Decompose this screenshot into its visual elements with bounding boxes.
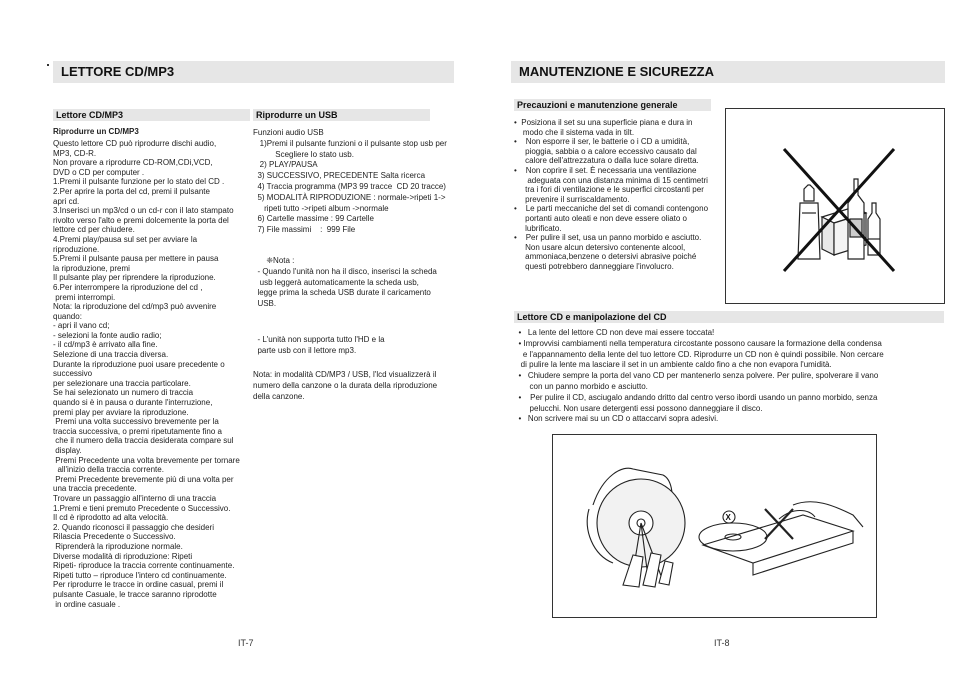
text-line: Nota: la riproduzione del cd/mp3 può avvenire: [53, 302, 217, 312]
text-line: pioggia, sabbia o a calore eccessivo causato dal: [514, 146, 697, 156]
text-line: apri cd.: [53, 196, 80, 206]
text-line: • Non esporre il ser, le batterie o i CD a umidità,: [514, 137, 690, 147]
text-line: premi play per avviare la riproduzione.: [53, 407, 189, 417]
warning-illustration: [725, 108, 945, 304]
text-line: Se hai selezionato un numero di traccia: [53, 388, 194, 398]
text-line: Durante la riproduzione puoi usare precedente o: [53, 359, 225, 369]
text-line: quando:: [53, 311, 82, 321]
usb-note-3: [253, 370, 473, 402]
text-line: Scegliere lo stato usb.: [253, 149, 354, 159]
text-line: 3) SUCCESSIVO, PRECEDENTE Salta ricerca: [253, 171, 426, 181]
left-page-header: LETTORE CD/MP3: [53, 61, 454, 83]
cd-handling-illustration: [552, 434, 877, 618]
text-line: Ripeti tutto – riproduce l'intero cd continuamente.: [53, 570, 227, 580]
text-line: tra i fori di ventilazione e le superfici circostanti per: [514, 185, 704, 195]
text-line: 1)Premi il pulsante funzioni o il pulsante stop usb per: [253, 138, 447, 148]
text-line: 6) Cartelle massime : 99 Cartelle: [253, 214, 374, 224]
x-marker: X: [725, 513, 731, 522]
text-line: prevenire il surriscaldamento.: [514, 194, 630, 204]
text-line: adeguata con una distanza minima di 15 centimetri: [514, 175, 708, 185]
text-line: Premi Precedente brevemente più di una volta per: [53, 474, 234, 484]
text-line: DVD o CD per computer .: [53, 167, 145, 177]
text-line: 2.Per aprire la porta del cd, premi il pulsante: [53, 186, 210, 196]
text-line: lettore cd per chiudere.: [53, 225, 135, 235]
text-line: Per riprodurre le tracce in ordine casual, premi il: [53, 580, 224, 590]
text-line: Non provare a riprodurre CD-ROM,CDi,VCD,: [53, 158, 213, 168]
text-line: di pulire la lente ma lasciare il set in un ambiente caldo fino a che non evapora l'umidità.: [514, 360, 832, 370]
text-line: ammoniaca,benzene o detersivi abrasive poiché: [514, 252, 697, 262]
text-line: questi potrebbero danneggiare l'involucro.: [514, 261, 674, 271]
text-line: 7) File massimi : 999 File: [253, 225, 356, 235]
text-line: numero della canzone o la durata della riproduzione: [253, 380, 438, 390]
text-line: 2. Quando riconosci il passaggio che desideri: [53, 522, 214, 532]
text-line: Rilascia Precedente o Successivo.: [53, 532, 176, 542]
text-line: • Posiziona il set su una superficie piana e dura in: [514, 118, 693, 127]
text-line: 5.Premi il pulsante pausa per mettere in pausa: [53, 254, 219, 264]
text-line: usb leggerà automaticamente la scheda usb,: [253, 277, 419, 287]
text-line: Nota: in modalità CD/MP3 / USB, l'lcd visualizzerà il: [253, 370, 437, 379]
cd-instructions: [53, 139, 258, 609]
text-line: legge prima la scheda USB durate il caricamento: [253, 288, 431, 298]
text-line: 2) PLAY/PAUSA: [253, 160, 318, 170]
precautions-title: Precauzioni e manutenzione generale: [514, 99, 711, 111]
text-line: 5) MODALITÀ RIPRODUZIONE : normale->ripeti 1->: [253, 192, 446, 202]
text-line: ❈Nota :: [253, 256, 295, 265]
no-liquids-icon: [726, 109, 944, 303]
text-line: - apri il vano cd;: [53, 321, 110, 331]
text-line: calore dell'attrezzatura o dalla luce solare diretta.: [514, 156, 699, 166]
text-line: ripeti tutto ->ripeti album ->normale: [253, 203, 389, 213]
text-line: 4) Traccia programma (MP3 99 tracce CD 20 tracce): [253, 181, 446, 191]
text-line: Questo lettore CD può riprodurre dischi audio,: [53, 139, 217, 148]
usb-note-1: [253, 256, 473, 310]
text-line: display.: [53, 446, 82, 455]
text-line: • Per pulire il CD, asciugalo andando dritto dal centro verso ibordi usando un panno morbido, senza: [514, 392, 878, 402]
text-line: MP3, CD-R.: [53, 148, 97, 158]
text-line: • Non coprire il set. È necessaria una ventilazione: [514, 165, 697, 175]
text-line: Funzioni audio USB: [253, 128, 324, 137]
cd-handling-title: Lettore CD e manipolazione del CD: [514, 311, 944, 323]
usb-section-title: Riprodurre un USB: [253, 109, 430, 121]
text-line: Trovare un passaggio all'interno di una traccia: [53, 493, 217, 503]
text-line: modo che il sistema vada in tilt.: [514, 127, 635, 137]
usb-steps: [253, 128, 473, 236]
text-line: e l'appannamento della lente del tuo lettore CD. Riprodurre un CD non è quindi possibile. Non cercare: [514, 349, 884, 359]
text-line: - il cd/mp3 è arrivato alla fine.: [53, 340, 158, 350]
text-line: - selezioni la fonte audio radio;: [53, 330, 162, 340]
text-line: rivolto verso l'alto e premi dolcemente la porta del: [53, 215, 229, 225]
text-line: Diverse modalità di riproduzione: Ripeti: [53, 551, 193, 561]
text-line: quando si è in pausa o durante l'interruzione,: [53, 398, 213, 408]
text-line: parte usb con il lettore mp3.: [253, 345, 357, 355]
cd-section-subtitle: Riprodurre un CD/MP3: [53, 127, 139, 136]
precautions-list: [514, 118, 726, 272]
text-line: traccia successiva, o premi ripetutamente fino a: [53, 426, 222, 436]
right-page-number: IT-8: [714, 638, 730, 648]
text-line: una traccia precedente.: [53, 484, 137, 494]
text-line: USB.: [253, 299, 277, 309]
left-dot: [47, 64, 49, 66]
text-line: Selezione di una traccia diversa.: [53, 350, 169, 360]
text-line: 1.Premi e tieni premuto Precedente o Successivo.: [53, 503, 231, 513]
right-page-header: MANUTENZIONE E SICUREZZA: [511, 61, 945, 83]
text-line: all'inizio della traccia corrente.: [53, 465, 164, 475]
text-line: della canzone.: [253, 391, 305, 401]
text-line: riproduzione.: [53, 244, 100, 254]
text-line: lubrificato.: [514, 223, 562, 233]
cd-cleaning-icon: [553, 435, 876, 617]
text-line: - Quando l'unità non ha il disco, inserisci la scheda: [253, 266, 437, 276]
text-line: 3.Inserisci un mp3/cd o un cd-r con il lato stampato: [53, 206, 234, 216]
text-line: che il numero della traccia desiderata compare sul: [53, 436, 234, 446]
text-line: • Le parti meccaniche del set di comandi contengono: [514, 204, 709, 214]
text-line: premi interrompi.: [53, 292, 116, 302]
text-line: 6.Per interrompere la riproduzione del cd ,: [53, 282, 203, 292]
text-line: in ordine casuale .: [53, 599, 121, 609]
text-line: Non usare alcun detersivo contenente alcool,: [514, 242, 686, 252]
text-line: 1.Premi il pulsante funzione per lo stato del CD .: [53, 177, 225, 187]
text-line: • Chiudere sempre la porta del vano CD per mantenerlo senza polvere. Per pulire, spolverare il vano: [514, 371, 879, 381]
text-line: Premi una volta successivo brevemente per la: [53, 417, 219, 427]
text-line: pulsante Casuale, le tracce saranno riprodotte: [53, 589, 217, 599]
text-line: 4.Premi play/pausa sul set per avviare la: [53, 234, 198, 244]
text-line: Riprenderà la riproduzione normale.: [53, 541, 183, 551]
text-line: Premi Precedente una volta brevemente per tornare: [53, 455, 240, 465]
text-line: Il cd è riprodotto ad alta velocità.: [53, 513, 169, 523]
text-line: • Non scrivere mai su un CD o attaccarvi sopra adesivi.: [514, 414, 719, 424]
cd-handling-list: [514, 328, 944, 425]
text-line: successivo: [53, 369, 93, 379]
left-page-number: IT-7: [238, 638, 254, 648]
text-line: • La lente del lettore CD non deve mai essere toccata!: [514, 328, 715, 337]
text-line: pelucchi. Non usare detergenti essi possono danneggiare il disco.: [514, 403, 763, 413]
text-line: la riproduzione, premi: [53, 263, 130, 273]
text-line: Ripeti- riproduce la traccia corrente continuamente.: [53, 561, 235, 571]
text-line: • Improvvisi cambiamenti nella temperatura circostante possono causare la formazione della condensa: [514, 338, 882, 348]
cd-section-title: Lettore CD/MP3: [53, 109, 250, 121]
text-line: con un panno morbido e asciutto.: [514, 381, 648, 391]
text-line: - L'unità non supporta tutto l'HD e la: [253, 335, 385, 344]
text-line: portanti auto oleati e non deve essere oliato o: [514, 213, 688, 223]
usb-note-2: [253, 335, 473, 357]
text-line: Il pulsante play per riprendere la riproduzione.: [53, 273, 216, 283]
text-line: • Per pulire il set, usa un panno morbido e asciutto.: [514, 233, 702, 243]
text-line: per selezionare una traccia particolare.: [53, 378, 191, 388]
